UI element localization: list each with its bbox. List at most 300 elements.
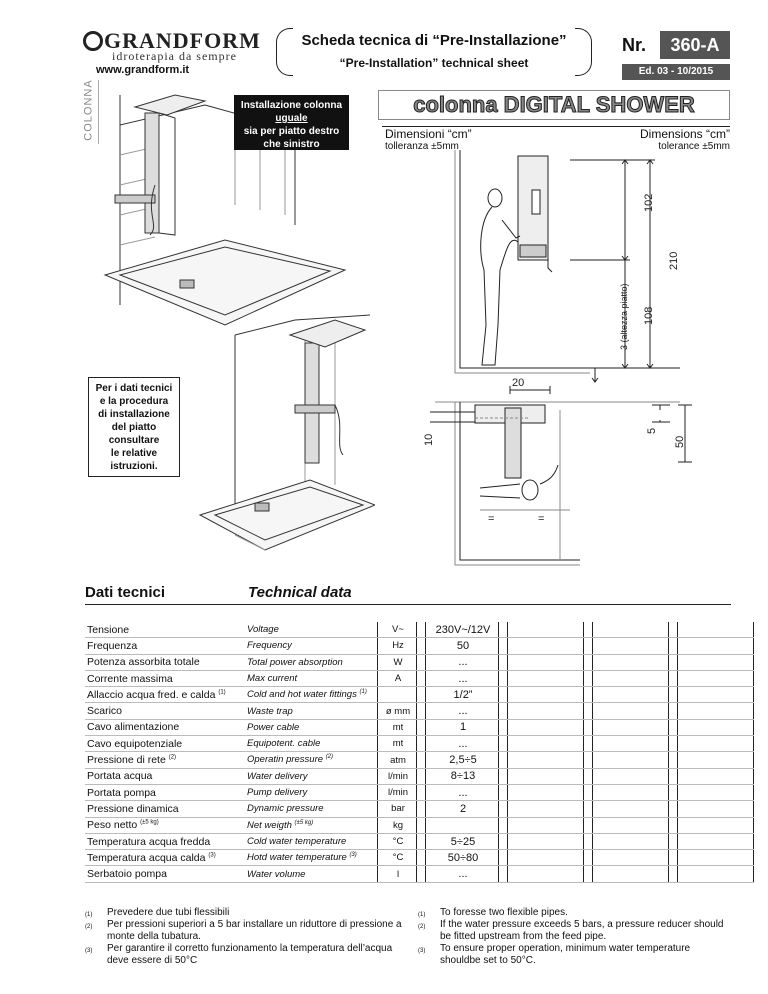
cell-gap — [584, 801, 593, 817]
empty-column-cell — [593, 784, 669, 800]
product-title: colonna DIGITAL SHOWER — [413, 92, 695, 117]
equal-mark: = — [488, 513, 495, 525]
cell-gap — [499, 817, 508, 833]
empty-column-cell — [678, 801, 754, 817]
footnote — [85, 907, 410, 919]
cell-gap — [499, 833, 508, 849]
dim-3-tray-height: 3 (altezza piatto) — [619, 283, 629, 350]
param-name-it — [85, 752, 245, 768]
param-value: 50 — [426, 638, 499, 654]
param-name-en — [245, 768, 378, 784]
table-row — [85, 784, 754, 800]
param-name-it — [85, 670, 245, 686]
cell-gap — [417, 638, 426, 654]
param-name-en — [245, 784, 378, 800]
param-name-en — [245, 833, 378, 849]
empty-column-cell — [678, 850, 754, 866]
param-name-it-text: Corrente massima — [87, 672, 173, 685]
dim-5: 5 — [646, 427, 658, 434]
install-note-line: che sinistro — [263, 139, 320, 150]
technical-drawing — [420, 150, 720, 570]
tolerance-label-it: tolleranza ±5mm — [385, 141, 459, 152]
empty-column-cell — [508, 736, 584, 752]
cell-gap — [499, 687, 508, 703]
cell-gap — [499, 703, 508, 719]
cell-gap — [417, 866, 426, 882]
param-name-it-text: Peso netto — [87, 819, 138, 832]
empty-column-cell — [508, 801, 584, 817]
cell-gap — [417, 622, 426, 638]
cell-gap — [584, 850, 593, 866]
param-value: ... — [426, 866, 499, 882]
table-row — [85, 687, 754, 703]
edition-badge: Ed. 03 - 10/2015 — [622, 64, 730, 80]
footnote-mark: (3) — [418, 948, 426, 954]
param-name-en — [245, 817, 378, 833]
empty-column-cell — [678, 866, 754, 882]
empty-column-cell — [593, 768, 669, 784]
param-name-it-text: Temperatura acqua calda — [87, 851, 206, 864]
empty-column-cell — [678, 687, 754, 703]
param-value: 8÷13 — [426, 768, 499, 784]
cell-gap — [584, 670, 593, 686]
sheet-title-it: Scheda tecnica di “Pre-Installazione” — [301, 32, 567, 49]
param-value: ... — [426, 736, 499, 752]
table-row — [85, 719, 754, 735]
param-name-it-text: Cavo alimentazione — [87, 721, 180, 734]
param-unit: ø mm — [378, 703, 417, 719]
param-name-en-text: Dynamic pressure — [247, 803, 324, 815]
param-value: 2,5÷5 — [426, 752, 499, 768]
data-note-line: istruzioni. — [110, 461, 158, 472]
person-body — [481, 207, 518, 365]
equal-mark: = — [538, 513, 545, 525]
empty-column-cell — [678, 817, 754, 833]
param-name-it-text: Cavo equipotenziale — [87, 737, 183, 750]
empty-column-cell — [678, 703, 754, 719]
param-unit: mt — [378, 736, 417, 752]
param-name-en — [245, 801, 378, 817]
param-value: ... — [426, 784, 499, 800]
param-name-en — [245, 670, 378, 686]
cell-gap — [417, 736, 426, 752]
nr-label: Nr. — [622, 35, 647, 55]
param-unit: kg — [378, 817, 417, 833]
empty-column-cell — [678, 752, 754, 768]
param-name-it-text: Pressione di rete — [87, 754, 166, 767]
sheet-title-en: “Pre-Installation” technical sheet — [339, 56, 529, 70]
empty-column-cell — [508, 768, 584, 784]
param-name-it-text: Potenza assorbita totale — [87, 656, 200, 669]
param-name-en-text: Operatin pressure — [247, 754, 324, 766]
cell-gap — [499, 638, 508, 654]
cell-gap — [499, 719, 508, 735]
cell-gap — [669, 784, 678, 800]
cell-gap — [417, 687, 426, 703]
param-value: 2 — [426, 801, 499, 817]
param-name-en-text: Net weigth — [247, 819, 292, 831]
cell-gap — [669, 817, 678, 833]
cell-gap — [499, 736, 508, 752]
logo-mark-icon — [83, 31, 103, 51]
person-head — [488, 189, 502, 207]
dimensions-label-en: Dimensions “cm” — [639, 127, 730, 141]
empty-column-cell — [593, 833, 669, 849]
param-name-it-text: Serbatoio pompa — [87, 868, 167, 881]
cell-gap — [669, 622, 678, 638]
empty-column-cell — [593, 817, 669, 833]
dim-10: 10 — [423, 433, 435, 446]
data-note-line: e la procedura — [99, 396, 169, 407]
empty-column-cell — [508, 817, 584, 833]
param-name-it-text: Scarico — [87, 705, 123, 718]
param-name-it-text: Allaccio acqua fred. e calda — [87, 688, 216, 701]
sheet-title-box — [276, 28, 592, 78]
empty-column-cell — [508, 703, 584, 719]
footnote-text: Prevedere due tubi flessibili — [107, 907, 230, 918]
cell-gap — [499, 850, 508, 866]
empty-column-cell — [678, 736, 754, 752]
param-name-en — [245, 622, 378, 638]
cell-gap — [417, 784, 426, 800]
cell-gap — [499, 866, 508, 882]
cell-gap — [499, 622, 508, 638]
footnote-ref: (2) — [168, 754, 177, 761]
footnote — [85, 943, 410, 967]
table-head-en: Technical data — [248, 584, 352, 601]
param-name-en-text: Cold and hot water fittings — [247, 689, 357, 701]
empty-column-cell — [508, 752, 584, 768]
param-name-en — [245, 687, 378, 703]
param-unit: l/min — [378, 784, 417, 800]
empty-column-cell — [593, 622, 669, 638]
param-name-it — [85, 784, 245, 800]
param-name-it — [85, 768, 245, 784]
data-note-box — [88, 377, 180, 477]
cell-gap — [584, 817, 593, 833]
cell-gap — [499, 654, 508, 670]
empty-column-cell — [593, 801, 669, 817]
param-value — [426, 817, 499, 833]
cell-gap — [499, 752, 508, 768]
param-name-en-text: Max current — [247, 673, 298, 685]
param-name-it — [85, 866, 245, 882]
table-row — [85, 703, 754, 719]
cell-gap — [669, 654, 678, 670]
sheet-number: 360-A — [660, 31, 730, 59]
tech-data-table — [85, 622, 754, 883]
param-unit: mt — [378, 719, 417, 735]
data-note-line: del piatto — [111, 422, 157, 433]
param-name-it-text: Portata acqua — [87, 770, 153, 783]
table-head-it: Dati tecnici — [85, 584, 166, 601]
cell-gap — [499, 784, 508, 800]
table-row — [85, 833, 754, 849]
cell-gap — [499, 801, 508, 817]
footnote-text: Per pressioni superiori a 5 bar installare un riduttore di pressione a monte della tubatura. — [107, 919, 402, 942]
cell-gap — [499, 768, 508, 784]
param-name-it — [85, 850, 245, 866]
param-name-en-text: Pump delivery — [247, 787, 308, 799]
param-unit: l/min — [378, 768, 417, 784]
footnote — [418, 943, 731, 967]
table-row — [85, 654, 754, 670]
footnote-ref: (3) — [349, 852, 357, 859]
footnote-mark: (1) — [418, 912, 426, 918]
dim-102: 102 — [643, 193, 655, 212]
param-name-it — [85, 801, 245, 817]
empty-column-cell — [593, 638, 669, 654]
empty-column-cell — [593, 654, 669, 670]
param-unit: A — [378, 670, 417, 686]
data-note-line: le relative — [110, 448, 158, 459]
empty-column-cell — [508, 687, 584, 703]
table-row — [85, 866, 754, 882]
param-name-en-text: Equipotent. cable — [247, 738, 321, 750]
website-link[interactable]: www.grandform.it — [96, 64, 190, 76]
data-note-line: consultare — [108, 435, 160, 446]
cell-gap — [669, 736, 678, 752]
cell-gap — [584, 638, 593, 654]
cell-gap — [584, 703, 593, 719]
footnote-ref: (1) — [359, 689, 367, 696]
cell-gap — [417, 752, 426, 768]
empty-column-cell — [508, 719, 584, 735]
param-name-en — [245, 866, 378, 882]
empty-column-cell — [678, 833, 754, 849]
footnote-ref: (±5 kg) — [140, 819, 159, 826]
table-row — [85, 817, 754, 833]
param-name-en — [245, 703, 378, 719]
footnote-mark: (2) — [418, 924, 426, 930]
param-unit — [378, 687, 417, 703]
param-value: 1 — [426, 719, 499, 735]
cell-gap — [584, 866, 593, 882]
install-note-line: uguale — [275, 113, 308, 124]
cell-gap — [584, 622, 593, 638]
dim-210: 210 — [668, 251, 680, 270]
empty-column-cell — [508, 670, 584, 686]
empty-column-cell — [508, 622, 584, 638]
param-value: ... — [426, 670, 499, 686]
param-name-it — [85, 833, 245, 849]
footnotes-en — [418, 907, 731, 967]
cell-gap — [669, 703, 678, 719]
param-name-en-text: Cold water temperature — [247, 836, 347, 847]
param-name-en-text: Voltage — [247, 624, 279, 636]
cell-gap — [584, 752, 593, 768]
param-unit: Hz — [378, 638, 417, 654]
cell-gap — [669, 866, 678, 882]
cell-gap — [584, 719, 593, 735]
cell-gap — [417, 654, 426, 670]
param-name-en-text: Waste trap — [247, 705, 293, 717]
shower-illustrations — [95, 85, 375, 585]
cell-gap — [669, 670, 678, 686]
empty-column-cell — [678, 784, 754, 800]
param-name-it — [85, 703, 245, 719]
dim-50: 50 — [674, 435, 686, 448]
table-row — [85, 670, 754, 686]
cell-gap — [417, 768, 426, 784]
param-value: 5÷25 — [426, 833, 499, 849]
brand-tagline: idroterapia da sempre — [112, 49, 237, 63]
param-name-it — [85, 817, 245, 833]
cell-gap — [669, 768, 678, 784]
footnote-mark: (3) — [85, 948, 93, 954]
footnote — [418, 919, 731, 943]
cell-gap — [417, 719, 426, 735]
param-name-en — [245, 638, 378, 654]
param-name-it-text: Portata pompa — [87, 786, 156, 799]
empty-column-cell — [678, 768, 754, 784]
empty-column-cell — [593, 687, 669, 703]
param-value: 50÷80 — [426, 850, 499, 866]
empty-column-cell — [678, 622, 754, 638]
param-value: ... — [426, 703, 499, 719]
param-name-en — [245, 719, 378, 735]
param-unit: °C — [378, 850, 417, 866]
data-note-line: di installazione — [98, 409, 170, 420]
cell-gap — [669, 850, 678, 866]
empty-column-cell — [678, 719, 754, 735]
dim-108: 108 — [643, 306, 655, 325]
install-note-line: Installazione colonna — [240, 100, 343, 111]
empty-column-cell — [593, 736, 669, 752]
empty-column-cell — [678, 670, 754, 686]
footnote — [85, 919, 410, 943]
data-note-line: Per i dati tecnici — [95, 383, 173, 394]
empty-column-cell — [593, 866, 669, 882]
empty-column-cell — [593, 752, 669, 768]
cell-gap — [417, 670, 426, 686]
cell-gap — [669, 687, 678, 703]
empty-column-cell — [508, 850, 584, 866]
footnote-ref: (2) — [325, 754, 334, 761]
cell-gap — [584, 654, 593, 670]
param-name-en — [245, 752, 378, 768]
footnote — [418, 907, 731, 919]
dimensions-label-it: Dimensioni “cm” — [385, 127, 472, 141]
cell-gap — [584, 833, 593, 849]
empty-column-cell — [593, 850, 669, 866]
param-name-it — [85, 687, 245, 703]
side-label-text: COLONNA — [82, 79, 95, 141]
cell-gap — [669, 833, 678, 849]
cell-gap — [417, 703, 426, 719]
empty-column-cell — [508, 833, 584, 849]
footnote-text: To ensure proper operation, minimum water temperature shouldbe set to 50°C. — [440, 943, 691, 966]
cell-gap — [584, 784, 593, 800]
footnote-mark: (2) — [85, 924, 93, 930]
param-unit: l — [378, 866, 417, 882]
install-note-box — [234, 95, 349, 150]
cell-gap — [417, 817, 426, 833]
table-row — [85, 622, 754, 638]
person-top — [522, 480, 538, 500]
product-title-box — [378, 90, 730, 120]
table-row — [85, 850, 754, 866]
cell-gap — [584, 768, 593, 784]
empty-column-cell — [678, 654, 754, 670]
install-note-line: sia per piatto destro — [243, 126, 340, 137]
param-unit: °C — [378, 833, 417, 849]
cell-gap — [499, 670, 508, 686]
brand-name: GRANDFORM — [104, 28, 261, 53]
empty-column-cell — [593, 719, 669, 735]
cell-gap — [417, 833, 426, 849]
param-name-it — [85, 719, 245, 735]
table-row — [85, 638, 754, 654]
param-name-it — [85, 736, 245, 752]
footnote-text: Per garantire il corretto funzionamento la temperatura dell’acqua deve essere di 50°C — [107, 943, 393, 966]
param-unit: W — [378, 654, 417, 670]
empty-column-cell — [508, 784, 584, 800]
param-name-en-text: Frequency — [247, 640, 292, 652]
empty-column-cell — [508, 638, 584, 654]
table-row — [85, 736, 754, 752]
footnote-text: If the water pressure exceeds 5 bars, a pressure reducer should be fitted upstream from the feed pipe. — [440, 919, 724, 942]
cell-gap — [669, 638, 678, 654]
param-value: 230V~/12V — [426, 622, 499, 638]
param-name-it — [85, 638, 245, 654]
empty-column-cell — [593, 670, 669, 686]
param-name-it — [85, 654, 245, 670]
param-name-en-text: Water delivery — [247, 770, 308, 782]
param-name-it-text: Tensione — [87, 623, 130, 636]
param-name-it-text: Pressione dinamica — [87, 802, 179, 815]
param-name-en — [245, 850, 378, 866]
tolerance-label-en: tolerance ±5mm — [658, 141, 730, 152]
param-value: ... — [426, 654, 499, 670]
cell-gap — [669, 752, 678, 768]
param-name-en-text: Hotd water temperature — [247, 852, 347, 864]
cell-gap — [669, 719, 678, 735]
param-name-it-text: Temperatura acqua fredda — [87, 835, 211, 848]
footnote-text: To foresse two flexible pipes. — [440, 907, 568, 918]
empty-column-cell — [508, 866, 584, 882]
param-name-it — [85, 622, 245, 638]
param-unit: V~ — [378, 622, 417, 638]
param-unit: bar — [378, 801, 417, 817]
footnote-ref: (1) — [218, 689, 226, 696]
footnote-ref: (±5 kg) — [294, 819, 314, 826]
cell-gap — [417, 801, 426, 817]
cell-gap — [584, 736, 593, 752]
empty-column-cell — [593, 703, 669, 719]
table-row — [85, 768, 754, 784]
footnote-mark: (1) — [85, 912, 93, 918]
param-name-en-text: Power cable — [247, 721, 300, 733]
param-name-en — [245, 736, 378, 752]
param-name-en-text: Total power absorption — [247, 656, 343, 668]
footnote-ref: (3) — [208, 852, 216, 859]
param-name-en-text: Water volume — [247, 868, 306, 880]
table-row — [85, 752, 754, 768]
cell-gap — [584, 687, 593, 703]
param-value: 1/2” — [426, 687, 499, 703]
dim-20: 20 — [512, 377, 525, 389]
bottom-shower-drawing — [200, 315, 375, 550]
table-head-rule — [85, 604, 731, 605]
param-name-en — [245, 654, 378, 670]
footnotes-it — [85, 907, 410, 967]
empty-column-cell — [678, 638, 754, 654]
param-unit: atm — [378, 752, 417, 768]
table-row — [85, 801, 754, 817]
cell-gap — [417, 850, 426, 866]
empty-column-cell — [508, 654, 584, 670]
